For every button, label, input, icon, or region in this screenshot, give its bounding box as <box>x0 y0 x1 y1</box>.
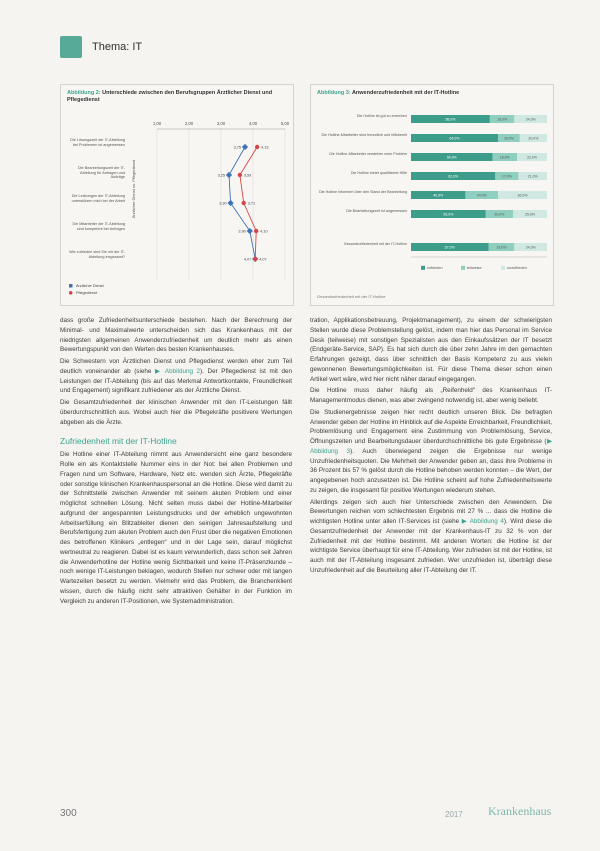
figure-2-chart <box>61 111 293 301</box>
figure-3-box <box>310 84 554 306</box>
bar-value-label: 18,0% <box>497 117 508 122</box>
section-title: Thema: IT <box>92 41 143 53</box>
bar-value-label: 25,0% <box>525 212 535 217</box>
bar-value-label: 24,0% <box>525 117 536 122</box>
paragraph-text: ). Auch überwiegend zeigen die Ergebnisse nur wenige Unzufriedenheitsquoten. Die Mehrheit der Anwender geben an, dass ihre Probleme in 36 Prozent bis 57 % gelöst durch die Hotline behoben werden konnten – die Wert, der angegebenen hoch anzusetzen ist. Die Hotline scheint auf hohe Zufriedenheitswerte zu zeigen, die insgesamt für positive Wertungen wiederum stehen. <box>310 447 552 494</box>
data-label: 3,25 <box>217 173 225 178</box>
figure-2-title <box>61 85 293 105</box>
figure-4-reference[interactable]: ▶ Abbildung 4 <box>461 518 504 525</box>
category-label-text: Die Mitarbeiter der IT-Abteilung sind kompetent bei Anfragen <box>72 222 125 231</box>
section-header <box>60 36 142 58</box>
paragraph: Die Hotline einer IT-Abteilung nimmt aus Anwendersicht eine ganz besondere Rolle ein als Kontaktstelle Nummer eins in der Not: bei allen Problemen und Fragen rund um Software, Hardware, Netz etc. wenden sich Ärzte, Pflegekräfte oder sonstige klinischen Krankenhauspersonal an die Hotline. Diese wird damit zu der Schnittstelle zwischen Anwender mit seinem akuten Problem und einer möglichst schnellen Lösung. Nicht selten muss dabei der Hotline-Mitarbeiter aufgrund der angespannten Leistungsdrucks und der erheblich ungewohnten Arbeitserfüllung ein Blitzableiter dienen den seinigen Jahresaufstellung und Berufsfertigung zum akuten Problem auch den Frust über die negativen Emotionen des betroffenen Klinikers „entlegen“ und in der Lage sein, darauf möglichst wertneutral zu reagieren. Dabei ist es kaum verwunderlich, dass schon seit Jahren die Anwenderhotline der Hotline wenig Sichtbarkeit und keine IT-Präsenzkunde – noch wenige IT-Leistungen beklagen, wodurch Stellen nur schwer oder mit langen Wartezeiten besetzt zu werden. Vielmehr wird das Problem, die Branchenklient wissen, durch die häufig nicht sehr attraktiven Gehälter in der Funktion im Vergleich zu anderen IT-Positionen, wie Systemadministration. <box>60 451 292 605</box>
journal-logo: Krankenhaus <box>488 804 552 818</box>
bar-value-label: 21,0% <box>527 174 538 179</box>
left-column <box>60 316 292 608</box>
data-point <box>254 229 258 233</box>
category-label-text: Die Bearbeitungszeit der IT-Abteilung für Anfragen und Aufträge <box>77 166 125 180</box>
data-label: 3,75 <box>233 145 241 150</box>
paragraph <box>310 498 552 576</box>
figure-3-note: Gesamtzufriedenheit mit der IT-Hotline <box>317 293 386 299</box>
x-tick-label: 4,00 <box>248 121 258 126</box>
category-label <box>315 133 407 147</box>
bar-value-label: 62,0% <box>448 174 459 179</box>
legend-label: zufrieden <box>427 266 443 270</box>
bar-value-label: 16,0% <box>503 136 514 141</box>
bar-value-label: 57,0% <box>444 245 455 250</box>
figure-2-caption: Unterschiede zwischen den Berufsgruppen Ärztlicher Dienst und Pflegedienst <box>67 90 273 104</box>
category-label-text: Die Hotline-Mitarbeiter verstehen mein Problem <box>329 152 407 156</box>
legend-label: unzufrieden <box>507 266 527 270</box>
category-label <box>65 138 125 160</box>
x-tick-label: 5,00 <box>280 121 290 126</box>
bar-value-label: 40,0% <box>433 193 444 198</box>
paragraph-text: Allerdings zeigen sich auch hier Unterschiede zwischen den Anwendern. Die Bewertungen reichen vom schlechtesten Ergebnis mit 27 % ... dass die Hotline die wichtigsten Hotline unter allen IT-Services ist (siehe <box>310 498 552 525</box>
paragraph: tration, Applikationsbetreuung, Projektmanagement), zu einem der schwierigsten Stellen wurde diese Problemstellung gelöst, indem man hier das Personal im Service Desk (teilweise) mit sonstigen Spezialisten aus den Einkaufssätzen der IT besetzt (Endgeräte-Service, SAP). Es hat sich durch die über zehn Jahre im den gemachten Erfahrungen gezeigt, dass über schnittlich der Basis Kompetenz zu aus vielen gewonnenen Bewertungsmöglichkeiten ist. Für diese Thema dieser schon einen Artikel wert wäre, wird hier nicht näher darauf eingegangen. <box>310 317 552 383</box>
paragraph-text: Die Studienergebnisse zeigen hier recht deutlich unseren Blick. Die befragten Anwender geben der Hotline im Hinblick auf die Aspekte Erreichbarkeit, Freundlichkeit, Problemlösung und Engagement eine Zustimmung von Problemlösung, Service, Öffnungszeiten und Bearbeitungsdauer überdurchschnittliche bis gute Ergebnisse ( <box>310 408 552 445</box>
page-number: 300 <box>60 808 77 819</box>
data-point <box>242 201 246 205</box>
legend-label: Ärztlicher Dienst <box>76 284 104 288</box>
category-label <box>315 171 407 185</box>
figure-3-label: Abbildung 3: <box>317 90 351 96</box>
bar-value-label: 60,0% <box>446 155 457 160</box>
bar-value-label: 17,0% <box>501 174 512 179</box>
category-label-text: Die Hotline informiert über den Stand der Bearbeitung <box>319 190 407 194</box>
paragraph-text: ). Der Pflegedienst ist mit den Leistungen der IT-Abteilung (bis auf das Merkmal Antwortkontakte, Freundlichkeit und Engagement) signifikant zufriedener als der Ärztliche Dienst. <box>60 367 292 395</box>
legend-marker <box>501 266 505 270</box>
figure-3-caption: Anwenderzufriedenheit mit der IT-Hotline <box>351 90 460 96</box>
paragraph-text: ). Wird diese die Gesamtzufriedenheit der Anwender mit der Krankenhaus-IT zu 32 % von der Zufriedenheit mit der Hotline bestimmt. Mit anderen Worten: die Hotline ist der wichtigste Service überhaupt für eine IT-Abteilung. Wer zufrieden ist mit der Hotline, ist auch mit der IT-Abteilung insgesamt zufrieden. Wer unzufrieden ist, überträgt diese Unzufriedenheit auf die Beurteilung aller IT-Abteilung der IT. <box>310 518 552 574</box>
data-point <box>253 257 257 261</box>
bar-value-label: 24,0% <box>476 193 487 198</box>
data-point <box>238 173 242 177</box>
data-label: 4,07 <box>243 257 252 262</box>
category-label <box>65 194 125 216</box>
data-label: 3,59 <box>243 173 252 178</box>
data-point <box>227 200 233 206</box>
paragraph: Die Hotline muss daher häufig als „Reifenheld“ des Krankenhaus IT-Managementmodus dienen, was aber zwingend notwendig ist, aber wenig beliebt. <box>310 387 552 404</box>
category-label <box>315 152 407 166</box>
category-label <box>315 114 407 128</box>
right-column <box>310 316 552 578</box>
bar-value-label: 18,0% <box>499 155 510 160</box>
figure-2-label: Abbildung 2: <box>67 90 101 96</box>
bar-value-label: 20,0% <box>528 136 539 141</box>
paragraph: Die Gesamtzufriedenheit der klinischen Anwender mit den IT-Leistungen fällt überdurchschnittlich aus. Wobei auch hier die Pflegekräfte positivere Wertungen abgeben als die Ärzte. <box>60 399 292 426</box>
category-label <box>65 166 125 188</box>
data-label: 4,13 <box>261 145 269 150</box>
category-label <box>315 242 407 256</box>
data-point <box>242 144 248 150</box>
legend-marker <box>69 284 73 288</box>
group-label: Ärztlicher Dienst vs. Pflegedienst <box>131 159 136 219</box>
bar-value-label: 55,0% <box>443 212 454 217</box>
bar-value-label: 24,0% <box>525 245 536 250</box>
legend-label: teilweise <box>467 266 482 270</box>
category-label-text: Die Bearbeitungszeit ist angemessen <box>346 209 407 213</box>
category-label <box>315 190 407 204</box>
category-label-text: Wie zufrieden sind Sie mit der IT-Abteilung insgesamt? <box>69 250 125 259</box>
data-label: 3,30 <box>219 201 227 206</box>
data-label: 3,90 <box>238 229 246 234</box>
legend-marker <box>461 266 465 270</box>
section-color-marker <box>60 36 82 58</box>
category-label-text: Die Hotline-Mitarbeiter sind freundlich und hilfsbereit <box>321 133 407 137</box>
category-label <box>65 250 125 272</box>
bar-value-label: 19,0% <box>496 245 507 250</box>
paragraph <box>310 408 552 496</box>
bar-value-label: 36,0% <box>517 193 528 198</box>
figure-2-box <box>60 84 294 306</box>
category-label <box>65 222 125 244</box>
x-tick-label: 2,00 <box>184 121 194 126</box>
section-heading: Zufriedenheit mit der IT-Hotline <box>60 436 177 447</box>
x-tick-label: 3,00 <box>216 121 226 126</box>
figure-3-reference[interactable]: ▶ Abbildung 3 <box>310 438 553 455</box>
category-label-text: Die Leistungen der IT-Abteilung unterstützen mich bei der Arbeit <box>71 194 125 203</box>
x-tick-label: 1,00 <box>152 121 162 126</box>
figure-3-chart <box>311 101 553 276</box>
paragraph: dass große Zufriedenheitsunterschiede bestehen. Nach der Berechnung der Minimal- und Maximalwerte unterscheiden sich das Krankenhaus mit der niedrigsten allgemeinen Anwenderzufriedenheit um deutlich mehr als einen Bewertungspunkt von den Werten des besten Krankenhauses. <box>60 317 292 354</box>
data-label: 4,10 <box>260 229 268 234</box>
bar-value-label: 20,0% <box>494 212 505 217</box>
figure-3-title <box>311 85 553 97</box>
bar-value-label: 58,0% <box>445 117 456 122</box>
footer-year: 2017 <box>445 810 463 819</box>
category-label <box>315 209 407 223</box>
data-label: 4,07 <box>259 257 267 262</box>
figure-2-reference[interactable]: ▶ Abbildung 2 <box>154 367 201 375</box>
legend-marker <box>421 266 425 270</box>
data-point <box>255 145 259 149</box>
category-label-text: Gesamtzufriedenheit mit der IT-Hotline <box>343 242 407 246</box>
bar-value-label: 64,0% <box>449 136 460 141</box>
legend-label: Pflegedienst <box>76 291 97 295</box>
paragraph-text: Die Schwestern von Ärztlichen Dienst und Pflegedienst werden eher zum Teil deutlich voneinander ab (siehe <box>60 358 292 375</box>
category-label-text: Die Hotline bietet qualifizierte Hilfe <box>350 171 407 175</box>
legend-marker <box>69 291 73 295</box>
bar-value-label: 22,0% <box>527 155 538 160</box>
category-label-text: Die Hotline ist gut zu erreichen <box>356 114 407 118</box>
data-label: 3,71 <box>247 201 256 206</box>
data-point <box>247 228 253 234</box>
paragraph <box>60 357 292 396</box>
data-point <box>226 172 232 178</box>
category-label-text: Die Lösungszeit der IT-Abteilung bei Problemen ist angemessen <box>70 138 125 147</box>
